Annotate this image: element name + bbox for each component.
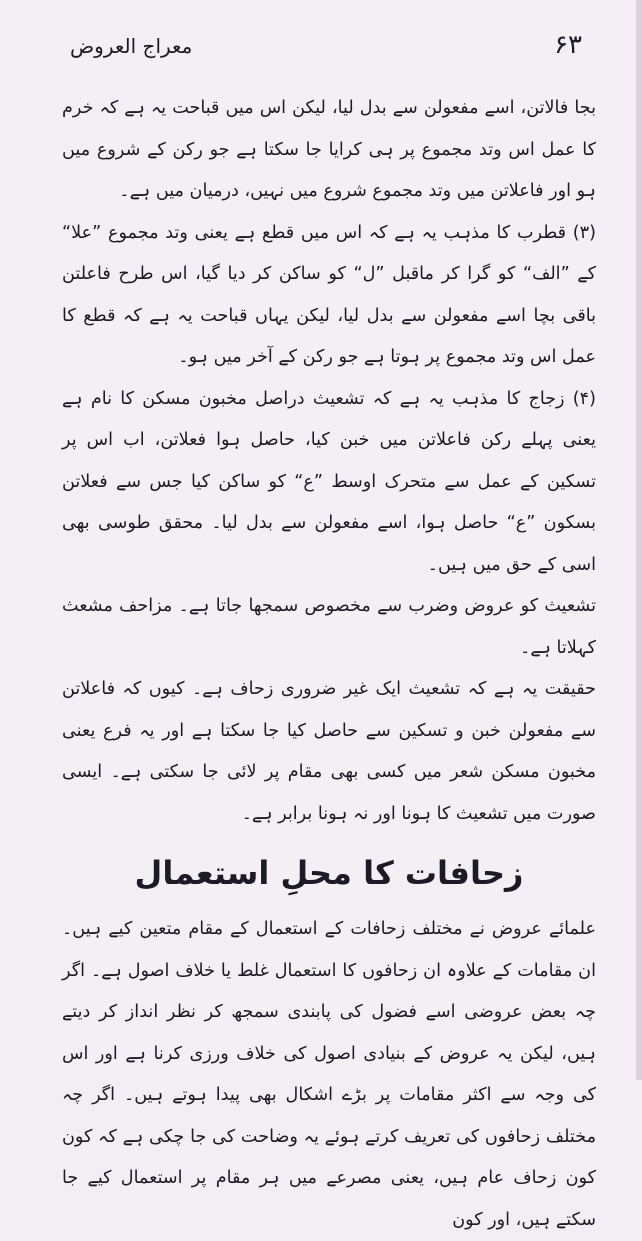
paragraph: علمائے عروض نے مختلف زحافات کے استعمال کے مقام متعین کیے ہیں۔ ان مقامات کے علاوہ ان زحافوں کا استعمال غلط یا خلاف اصول ہے۔ اگر چہ بعض عروضی اسے فضول کی پابندی سمجھ کر نظر انداز کر دیتے ہیں، لیکن یہ عروض کے بنیادی اصول کی خلاف ورزی کرنا ہے اور اس کی وجہ سے اکثر مقامات پر بڑے اشکال بھی پیدا ہوتے ہیں۔ اگر چہ مختلف زحافوں کی تعریف کرتے ہوئے یہ وضاحت کی جا چکی ہے کہ کون کون زحاف عام ہیں، یعنی مصرعے میں ہر مقام پر استعمال کیے جا سکتے ہیں، اور کون xyxy=(62,919,596,1230)
paragraph: بجا فالاتن، اسے مفعولن سے بدل لیا، لیکن اس میں قباحت یہ ہے کہ خرم کا عمل اس وتد مجموع پر ہی کرایا جا سکتا ہے جو رکن کے شروع میں ہو اور فاعلاتن میں وتد مجموع شروع میں نہیں، درمیان میں ہے۔ xyxy=(62,98,596,201)
paragraph: (۴) زجاج کا مذہب یہ ہے کہ تشعیث دراصل مخبون مسکن کا نام ہے یعنی پہلے رکن فاعلاتن میں خبن کیا، حاصل ہوا فعلاتن، اب اس پر تسکین کے عمل سے متحرک اوسط ”ع“ کو ساکن کیا جس سے فعلاتن بسکون ”ع“ حاصل ہوا، اسے مفعولن سے بدل لیا۔ محقق طوسی بھی اسی کے حق میں ہیں۔ xyxy=(62,388,596,575)
page-body xyxy=(62,88,596,1241)
page-number: ۶۳ xyxy=(554,30,582,60)
paragraph: حقیقت یہ ہے کہ تشعیث ایک غیر ضروری زحاف ہے۔ کیوں کہ فاعلاتن سے مفعولن خبن و تسکین سے حاصل کیا جا سکتا ہے اور یہ فرع یعنی مخبون مسکن شعر میں کسی بھی مقام پر لائی جا سکتی ہے۔ ایسی صورت میں تشعیث کا ہونا اور نہ ہونا برابر ہے۔ xyxy=(62,679,596,824)
paragraph: تشعیث کو عروض وضرب سے مخصوص سمجھا جاتا ہے۔ مزاحف مشعث کہلاتا ہے۔ xyxy=(62,596,596,658)
page-edge xyxy=(636,0,642,1080)
book-title: معراج العروض xyxy=(70,34,193,58)
paragraph: (۳) قطرب کا مذہب یہ ہے کہ اس میں قطع ہے یعنی وتد مجموع ”علا“ کے ”الف“ کو گرا کر ماقبل ”ل“ کو ساکن کر دیا گیا، اس طرح فاعلتن باقی بچا اسے مفعولن سے بدل لیا، لیکن یہاں قباحت یہ ہے کہ قطع کا عمل اس وتد مجموع پر ہوتا ہے جو رکن کے آخر میں ہو۔ xyxy=(62,222,596,367)
page-header xyxy=(70,30,582,70)
section-heading: زحافات کا محلِ استعمال xyxy=(134,854,524,892)
